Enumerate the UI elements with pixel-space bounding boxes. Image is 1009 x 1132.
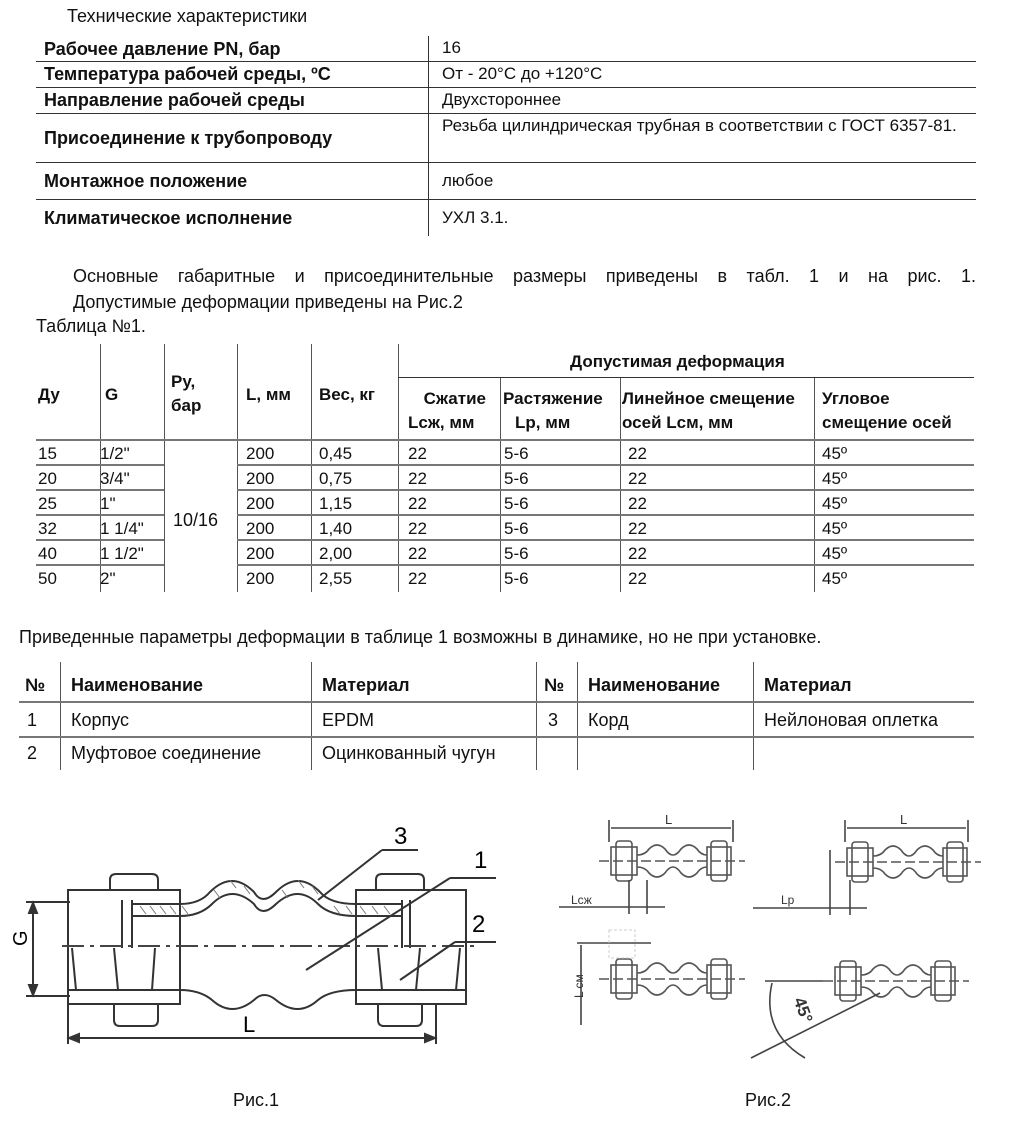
spec-label: Рабочее давление PN, бар: [44, 39, 281, 59]
spec-row: [36, 62, 976, 88]
column-divider: [620, 378, 621, 592]
row-divider: [237, 539, 974, 541]
spec-row: [36, 88, 976, 114]
cell-linear: 22: [628, 469, 647, 488]
cell-weight: 0,75: [319, 469, 353, 488]
right-nut-top: [376, 874, 424, 890]
header-weight: Вес, кг: [319, 385, 375, 404]
cell-du: 20: [38, 469, 57, 488]
cell-linear: 22: [628, 444, 647, 463]
cell-angle: 45º: [822, 519, 848, 538]
section-title: Технические характеристики: [67, 6, 308, 26]
label-lcm: L см: [572, 974, 586, 998]
cell-compress: 22: [408, 469, 427, 488]
callout-2: 2: [472, 911, 486, 938]
cell-linear: 22: [628, 494, 647, 513]
row-divider: [237, 514, 974, 516]
cell-stretch: 5-6: [504, 494, 529, 513]
row-divider: [36, 539, 164, 541]
spec-value: От - 20°С до +120°С: [442, 64, 603, 83]
row-divider: [36, 464, 164, 466]
figure1-label-g: G: [10, 930, 32, 946]
table-caption: Таблица №1.: [36, 316, 146, 336]
spec-label: Направление рабочей среды: [44, 90, 305, 110]
row-divider: [36, 489, 164, 491]
intro-paragraph: [73, 263, 976, 315]
cell-angle: 45º: [822, 544, 848, 563]
spec-value: 16: [442, 38, 461, 57]
cell-weight: 0,45: [319, 444, 353, 463]
cell-g: 3/4": [100, 469, 130, 488]
header-length: L, мм: [246, 385, 291, 404]
cell-du: 50: [38, 569, 57, 588]
part-material: Оцинкованный чугун: [322, 743, 496, 763]
header-du: Ду: [38, 385, 60, 404]
column-divider: [814, 378, 815, 592]
parts-header-name: Наименование: [71, 675, 204, 695]
spec-row: [36, 114, 976, 163]
cell-compress: 22: [408, 444, 427, 463]
header-stretch: [503, 387, 603, 435]
stretch-view: [753, 812, 981, 915]
parts-header-material: Материал: [764, 675, 852, 695]
cell-l: 200: [246, 544, 275, 563]
compression-view: [559, 812, 745, 914]
header-deformation-group: Допустимая деформация: [570, 352, 785, 371]
column-divider: [753, 662, 754, 770]
column-divider: [164, 344, 165, 592]
cell-du: 25: [38, 494, 57, 513]
row-divider: [237, 489, 974, 491]
row-divider: [398, 377, 974, 378]
left-fitting: [68, 890, 180, 1004]
cell-compress: 22: [408, 569, 427, 588]
cell-stretch: 5-6: [504, 469, 529, 488]
cell-stretch: 5-6: [504, 444, 529, 463]
cell-weight: 1,40: [319, 519, 353, 538]
spec-value: Двухстороннее: [442, 90, 562, 109]
spec-label: Климатическое исполнение: [44, 208, 293, 228]
right-nut-bottom: [378, 1004, 422, 1026]
py-value: 10/16: [173, 510, 219, 530]
cell-angle: 45º: [822, 569, 848, 588]
header-line: Угловое: [822, 389, 890, 408]
header-line: Растяжение: [503, 389, 603, 408]
header-line: Lсж, мм: [408, 413, 475, 432]
angular-offset-view: [751, 961, 969, 1058]
cell-du: 32: [38, 519, 57, 538]
cell-linear: 22: [628, 569, 647, 588]
part-name: Корд: [588, 710, 629, 730]
part-no: 1: [27, 710, 38, 730]
spec-value: УХЛ 3.1.: [442, 208, 509, 227]
cell-compress: 22: [408, 544, 427, 563]
spec-table: [36, 36, 976, 236]
cell-l: 200: [246, 469, 275, 488]
part-material: EPDM: [322, 710, 375, 730]
header-line: Линейное смещение: [622, 389, 795, 408]
header-py-line: Ру,: [171, 372, 196, 391]
spec-label: Температура рабочей среды, ºС: [44, 64, 331, 84]
callout-3: 3: [394, 823, 408, 850]
part-material: Нейлоновая оплетка: [764, 710, 939, 730]
cell-weight: 1,15: [319, 494, 353, 513]
paragraph-line: Допустимые деформации приведены на Рис.2: [73, 292, 463, 312]
part-name: Корпус: [71, 710, 130, 730]
header-line: Сжатие: [423, 389, 486, 408]
header-line: смещение осей: [822, 413, 952, 432]
cell-weight: 2,00: [319, 544, 353, 563]
spec-row: [36, 200, 976, 236]
deformation-note: Приведенные параметры деформации в таблице 1 возможны в динамике, но не при установке.: [19, 627, 822, 647]
cell-l: 200: [246, 494, 275, 513]
parts-header-no: №: [544, 675, 565, 695]
parts-header-no: №: [25, 675, 46, 695]
column-divider: [398, 344, 399, 592]
part-no: 3: [548, 710, 559, 730]
column-divider: [500, 378, 501, 592]
row-divider: [36, 439, 974, 441]
cell-stretch: 5-6: [504, 569, 529, 588]
spec-value: Резьба цилиндрическая трубная в соответствии с ГОСТ 6357-81.: [442, 116, 957, 135]
column-divider: [536, 662, 537, 770]
label-lp: Lр: [781, 893, 795, 907]
figure1-drawing: [0, 800, 560, 1070]
figure2-caption: Рис.2: [745, 1090, 792, 1110]
column-divider: [311, 662, 312, 770]
spec-label: Присоединение к трубопроводу: [44, 128, 333, 148]
row-divider: [237, 564, 974, 566]
cell-g: 1 1/2": [100, 544, 144, 563]
header-line: осей Lсм, мм: [622, 413, 734, 432]
row-divider: [36, 514, 164, 516]
column-divider: [60, 662, 61, 770]
header-py: [171, 370, 201, 418]
spec-value: любое: [442, 171, 494, 190]
label-l: L: [665, 812, 673, 827]
figure2-drawing: [555, 800, 1009, 1070]
header-line: Lр, мм: [515, 413, 571, 432]
figure1-caption: Рис.1: [233, 1090, 280, 1110]
column-divider: [311, 344, 312, 592]
cell-angle: 45º: [822, 494, 848, 513]
label-angle: 45°: [789, 994, 817, 1026]
row-divider: [237, 464, 974, 466]
cell-du: 40: [38, 544, 57, 563]
cell-stretch: 5-6: [504, 519, 529, 538]
paragraph-line: Основные габаритные и присоединительные размеры приведены в табл. 1 и на рис. 1.: [73, 266, 976, 286]
linear-offset-view: [572, 930, 745, 1025]
header-g: G: [105, 385, 119, 404]
cell-l: 200: [246, 444, 275, 463]
cell-du: 15: [38, 444, 57, 463]
header-compression: [408, 387, 486, 435]
cell-compress: 22: [408, 494, 427, 513]
parts-header-material: Материал: [322, 675, 410, 695]
cell-stretch: 5-6: [504, 544, 529, 563]
parts-header-name: Наименование: [588, 675, 721, 695]
cell-l: 200: [246, 569, 275, 588]
cell-l: 200: [246, 519, 275, 538]
row-divider: [19, 736, 974, 738]
row-divider: [36, 564, 164, 566]
part-name: Муфтовое соединение: [71, 743, 262, 763]
cell-weight: 2,55: [319, 569, 353, 588]
figure1-label-l: L: [243, 1012, 256, 1037]
column-divider: [237, 344, 238, 592]
spec-row: [36, 163, 976, 200]
left-nut-bottom: [114, 1004, 158, 1026]
dimensions-table: [0, 344, 1009, 594]
label-lcj: Lсж: [571, 893, 592, 907]
header-linear-offset: [622, 387, 795, 435]
header-angular-offset: [822, 387, 952, 435]
part-no: 2: [27, 743, 38, 763]
cell-angle: 45º: [822, 444, 848, 463]
cell-g: 1 1/4": [100, 519, 144, 538]
row-divider: [19, 701, 974, 703]
cell-g: 1/2": [100, 444, 130, 463]
cell-angle: 45º: [822, 469, 848, 488]
spec-row: [36, 36, 976, 62]
cell-g: 1": [100, 494, 116, 513]
left-nut-top: [110, 874, 158, 890]
cell-linear: 22: [628, 519, 647, 538]
cell-compress: 22: [408, 519, 427, 538]
callout-1: 1: [474, 847, 488, 874]
parts-table: [0, 662, 1009, 772]
cell-linear: 22: [628, 544, 647, 563]
column-divider: [577, 662, 578, 770]
label-l: L: [900, 812, 908, 827]
cell-g: 2": [100, 569, 116, 588]
spec-label: Монтажное положение: [44, 171, 248, 191]
header-py-line: бар: [171, 396, 202, 415]
